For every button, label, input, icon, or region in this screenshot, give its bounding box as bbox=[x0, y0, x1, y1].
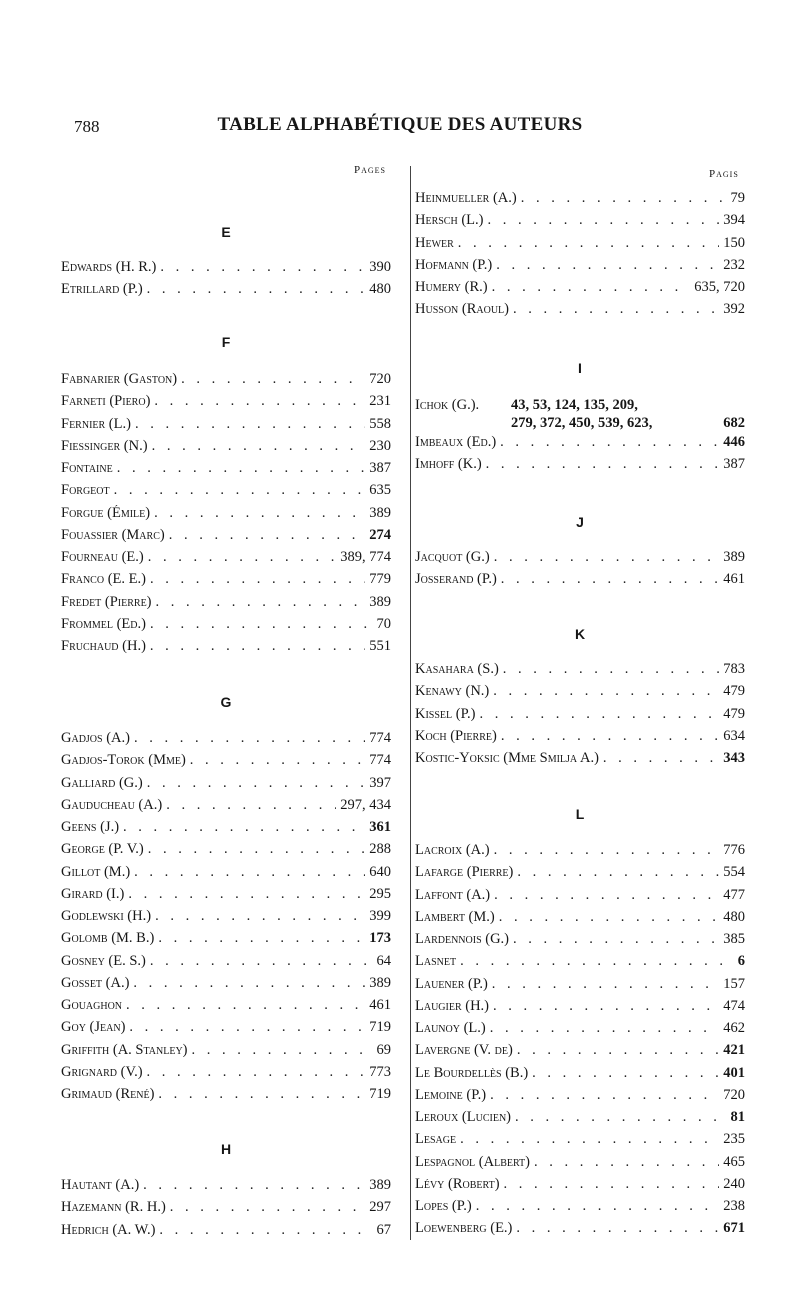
author-name: Heinmueller (A.) bbox=[415, 190, 517, 206]
index-entry-grignard-v bbox=[61, 1064, 391, 1086]
page-refs: 634 bbox=[723, 727, 745, 744]
dot-leader bbox=[150, 953, 373, 970]
dot-leader bbox=[169, 527, 366, 544]
author-name: Gosset (A.) bbox=[61, 974, 130, 991]
index-entry-kostic-yoksic-mme-smilja-a bbox=[415, 750, 745, 772]
page-refs: 235 bbox=[723, 1131, 745, 1148]
page-refs: 480 bbox=[723, 908, 745, 925]
page-refs: 394 bbox=[723, 212, 745, 229]
author-name: Geens (J.) bbox=[61, 819, 120, 835]
author-name: Fruchaud (H.) bbox=[61, 638, 146, 654]
index-entry-frommel-ed bbox=[61, 616, 391, 638]
section-letter-j: J bbox=[576, 514, 584, 530]
index-entry-fabnarier-gaston bbox=[61, 371, 391, 393]
dot-leader bbox=[521, 190, 727, 207]
index-entry-farneti-piero bbox=[61, 393, 391, 415]
dot-leader bbox=[492, 279, 691, 296]
page-refs: 776 bbox=[723, 842, 745, 858]
dot-leader bbox=[490, 1020, 720, 1037]
dot-leader bbox=[517, 864, 719, 881]
author-name: Gadjos (A.) bbox=[61, 730, 130, 746]
index-entry-griffith-a-stanley bbox=[61, 1042, 391, 1064]
dot-leader bbox=[534, 1154, 719, 1171]
author-name: Hewer bbox=[415, 234, 454, 251]
index-entry-loewenberg-e bbox=[415, 1220, 745, 1242]
index-entry-geens-j bbox=[61, 819, 391, 841]
author-name: Forgue (Émile) bbox=[61, 504, 151, 521]
index-entry-lemoine-p bbox=[415, 1087, 745, 1109]
author-name: Hautant (A.) bbox=[61, 1177, 140, 1193]
index-entry-gosset-a bbox=[61, 975, 391, 997]
author-name: Laffont (A.) bbox=[415, 886, 491, 903]
dot-leader bbox=[159, 1222, 372, 1239]
dot-leader bbox=[134, 730, 365, 747]
author-name: Galliard (G.) bbox=[61, 774, 143, 791]
page-title: TABLE ALPHABÉTIQUE DES AUTEURS bbox=[217, 114, 583, 135]
page-refs: 6 bbox=[737, 953, 745, 970]
page-refs: 719 bbox=[369, 1086, 391, 1102]
index-entry-edwards-h-r bbox=[61, 259, 391, 281]
author-name: Etrillard (P.) bbox=[61, 281, 143, 298]
author-name: Griffith (A. Stanley) bbox=[61, 1041, 188, 1058]
page-refs: 461 bbox=[369, 997, 391, 1013]
index-entry-lespagnol-albert bbox=[415, 1154, 745, 1176]
index-entry-lauener-p bbox=[415, 976, 745, 998]
page-refs: 462 bbox=[723, 1020, 745, 1036]
index-entry-george-p-v bbox=[61, 841, 391, 863]
author-name: Gillot (M.) bbox=[61, 863, 131, 880]
index-entry-lesage bbox=[415, 1131, 745, 1153]
dot-leader bbox=[480, 706, 720, 723]
dot-leader bbox=[503, 661, 719, 678]
index-entry-gauducheau-a bbox=[61, 797, 391, 819]
section-letter-h: H bbox=[220, 1141, 232, 1157]
page-refs: 479 bbox=[723, 705, 745, 722]
index-entry-kasahara-s bbox=[415, 661, 745, 683]
page-refs: 230 bbox=[369, 437, 391, 454]
index-entry-levy-robert bbox=[415, 1176, 745, 1198]
page-refs: 288 bbox=[369, 841, 391, 858]
author-name: Girard (I.) bbox=[61, 885, 125, 902]
dot-leader bbox=[494, 887, 719, 904]
page-refs: 480 bbox=[369, 281, 391, 298]
dot-leader bbox=[500, 434, 719, 451]
dot-leader bbox=[150, 616, 373, 633]
page-number: 788 bbox=[74, 117, 100, 136]
page-refs: 343 bbox=[723, 750, 745, 766]
column-divider bbox=[410, 166, 411, 1240]
page-refs: 64 bbox=[376, 952, 391, 969]
dot-leader bbox=[504, 1176, 720, 1193]
pages-column-label-left: Pages bbox=[354, 164, 387, 176]
author-name: Gouaghon bbox=[61, 997, 123, 1013]
dot-leader bbox=[150, 571, 365, 588]
page-refs: 461 bbox=[723, 571, 745, 588]
author-name: Ichok (G.). bbox=[415, 397, 480, 413]
index-entry-lavergne-v-de bbox=[415, 1042, 745, 1064]
index-entry-ichok bbox=[415, 397, 745, 437]
page-refs-line: 43, 53, 124, 135, 209, bbox=[511, 397, 638, 413]
dot-leader bbox=[501, 571, 719, 588]
author-name: Lafarge (Pierre) bbox=[415, 864, 514, 881]
dot-leader bbox=[532, 1065, 719, 1082]
dot-leader bbox=[154, 505, 365, 522]
page-refs: 397 bbox=[369, 774, 391, 791]
dot-leader bbox=[493, 998, 719, 1015]
index-entry-franco-e-e bbox=[61, 571, 391, 593]
dot-leader bbox=[150, 638, 365, 655]
index-entry-fiessinger-n bbox=[61, 438, 391, 460]
page-refs: 389 bbox=[369, 593, 391, 610]
author-name: Lardennois (G.) bbox=[415, 931, 510, 947]
page-refs: 774 bbox=[369, 730, 391, 746]
author-name: Franco (E. E.) bbox=[61, 571, 146, 588]
index-entry-imbeaux-ed bbox=[415, 434, 745, 456]
author-name: Laugier (H.) bbox=[415, 997, 490, 1014]
author-name: Hazemann (R. H.) bbox=[61, 1199, 166, 1216]
page-refs: 232 bbox=[723, 256, 745, 273]
author-name: Le Bourdellès (B.) bbox=[415, 1064, 529, 1081]
dot-leader bbox=[516, 1220, 719, 1237]
author-name: Imbeaux (Ed.) bbox=[415, 434, 497, 450]
page-refs: 389 bbox=[369, 504, 391, 521]
index-entry-kenawy-n bbox=[415, 683, 745, 705]
section-letter-e: E bbox=[221, 224, 231, 240]
page-refs: 558 bbox=[369, 415, 391, 432]
dot-leader bbox=[134, 864, 365, 881]
dot-leader bbox=[170, 1199, 365, 1216]
dot-leader bbox=[143, 1177, 365, 1194]
author-name: Lambert (M.) bbox=[415, 908, 495, 925]
author-name: Jacquot (G.) bbox=[415, 549, 490, 565]
index-entry-etrillard-p bbox=[61, 281, 391, 303]
dot-leader bbox=[114, 482, 366, 499]
dot-leader bbox=[490, 1087, 719, 1104]
index-entry-godlewski-h bbox=[61, 908, 391, 930]
author-name: Lespagnol (Albert) bbox=[415, 1153, 530, 1170]
author-name: Loewenberg (E.) bbox=[415, 1220, 513, 1237]
author-name: Edwards (H. R.) bbox=[61, 259, 157, 275]
index-entry-imhoff-k bbox=[415, 456, 745, 478]
page-refs: 719 bbox=[369, 1019, 391, 1036]
dot-leader bbox=[515, 1109, 727, 1126]
dot-leader bbox=[117, 460, 366, 477]
page-refs: 635 bbox=[369, 482, 391, 499]
index-entry-gosney-e-s bbox=[61, 953, 391, 975]
dot-leader bbox=[513, 931, 719, 948]
page-refs: 231 bbox=[369, 393, 391, 410]
index-entry-lopes-p bbox=[415, 1198, 745, 1220]
author-name: Lavergne (V. de) bbox=[415, 1042, 513, 1059]
index-entry-koch-pierre bbox=[415, 728, 745, 750]
author-name: Kissel (P.) bbox=[415, 705, 476, 722]
author-name: Husson (Raoul) bbox=[415, 301, 509, 318]
author-name: Hofmann (P.) bbox=[415, 256, 493, 273]
index-entry-lardennois-g bbox=[415, 931, 745, 953]
page-refs: 79 bbox=[730, 190, 745, 206]
index-entry-lambert-m bbox=[415, 909, 745, 931]
index-entry-humery-r bbox=[415, 279, 745, 301]
author-name: Grimaud (René) bbox=[61, 1086, 155, 1102]
index-entry-fernier-l bbox=[61, 416, 391, 438]
dot-leader bbox=[166, 797, 336, 814]
page-refs: 554 bbox=[723, 864, 745, 881]
dot-leader bbox=[147, 775, 366, 792]
page-refs: 720 bbox=[723, 1086, 745, 1103]
dot-leader bbox=[148, 549, 337, 566]
index-entry-gillot-m bbox=[61, 864, 391, 886]
dot-leader bbox=[128, 886, 365, 903]
index-entry-josserand-p bbox=[415, 571, 745, 593]
page-refs: 157 bbox=[723, 975, 745, 992]
index-entry-leroux-lucien bbox=[415, 1109, 745, 1131]
author-name: Lesage bbox=[415, 1131, 457, 1148]
author-name: Gadjos-Torok (Mme) bbox=[61, 752, 186, 769]
author-name: Lauener (P.) bbox=[415, 975, 488, 992]
dot-leader bbox=[496, 257, 719, 274]
page-refs: 551 bbox=[369, 638, 391, 654]
page-refs: 70 bbox=[376, 615, 391, 632]
dot-leader bbox=[460, 1131, 719, 1148]
index-entry-golomb-m-b bbox=[61, 930, 391, 952]
dot-leader bbox=[152, 438, 366, 455]
dot-leader bbox=[158, 930, 365, 947]
page-refs: 238 bbox=[723, 1198, 745, 1214]
index-entry-hedrich-a-w bbox=[61, 1222, 391, 1244]
section-letter-g: G bbox=[220, 694, 232, 710]
page-refs: 389 bbox=[369, 1177, 391, 1193]
page-refs-line: 279, 372, 450, 539, 623, bbox=[511, 415, 653, 431]
section-letter-f: F bbox=[221, 334, 231, 350]
dot-leader bbox=[129, 1019, 365, 1036]
dot-leader bbox=[487, 212, 719, 229]
page-refs: 389 bbox=[723, 549, 745, 565]
index-entry-fontaine bbox=[61, 460, 391, 482]
page-refs: 150 bbox=[723, 234, 745, 251]
author-name: Fontaine bbox=[61, 460, 113, 476]
author-name: Kostic-Yoksic (Mme Smilja A.) bbox=[415, 750, 599, 766]
dot-leader bbox=[486, 456, 720, 473]
author-name: Golomb (M. B.) bbox=[61, 930, 155, 947]
index-entry-galliard-g bbox=[61, 775, 391, 797]
dot-leader bbox=[158, 1086, 365, 1103]
author-name: Frommel (Ed.) bbox=[61, 615, 146, 632]
author-name: Gauducheau (A.) bbox=[61, 796, 163, 813]
author-name: Launoy (L.) bbox=[415, 1020, 486, 1036]
page-refs: 773 bbox=[369, 1063, 391, 1080]
index-entry-fouassier-marc bbox=[61, 527, 391, 549]
page-refs: 421 bbox=[723, 1042, 745, 1059]
index-entry-hautant-a bbox=[61, 1177, 391, 1199]
page-refs: 640 bbox=[369, 863, 391, 880]
author-name: Forgeot bbox=[61, 482, 110, 499]
page-refs: 720 bbox=[369, 371, 391, 387]
author-name: Leroux (Lucien) bbox=[415, 1109, 511, 1125]
index-entry-gouaghon bbox=[61, 997, 391, 1019]
author-name: Fabnarier (Gaston) bbox=[61, 371, 178, 387]
index-entry-launoy-l bbox=[415, 1020, 745, 1042]
author-name: Fiessinger (N.) bbox=[61, 437, 148, 454]
index-entry-hewer bbox=[415, 235, 745, 257]
author-name: Hedrich (A. W.) bbox=[61, 1221, 156, 1238]
dot-leader bbox=[517, 1042, 719, 1059]
dot-leader bbox=[458, 235, 719, 252]
dot-leader bbox=[494, 549, 720, 566]
index-entry-lafarge-pierre bbox=[415, 864, 745, 886]
index-entry-forgeot bbox=[61, 482, 391, 504]
page-refs: 361 bbox=[369, 819, 391, 835]
page-refs: 635, 720 bbox=[694, 279, 745, 295]
author-name: Fourneau (E.) bbox=[61, 549, 144, 565]
pages-column-label-right: Pagis bbox=[709, 168, 739, 180]
author-name: Koch (Pierre) bbox=[415, 727, 497, 744]
author-name: George (P. V.) bbox=[61, 841, 144, 858]
page-refs: 240 bbox=[723, 1175, 745, 1192]
index-entry-forgue-emile bbox=[61, 505, 391, 527]
author-name: Goy (Jean) bbox=[61, 1019, 126, 1036]
index-entry-gadjos-torok-mme bbox=[61, 752, 391, 774]
page-refs: 446 bbox=[723, 434, 745, 450]
section-letter-i: I bbox=[578, 360, 582, 376]
author-name: Lévy (Robert) bbox=[415, 1175, 500, 1192]
author-name: Godlewski (H.) bbox=[61, 908, 152, 924]
index-entry-fourneau-e bbox=[61, 549, 391, 571]
dot-leader bbox=[492, 976, 719, 993]
author-name: Fernier (L.) bbox=[61, 415, 131, 432]
index-entry-husson-raoul bbox=[415, 301, 745, 323]
dot-leader bbox=[148, 841, 365, 858]
index-entry-hersch-l bbox=[415, 212, 745, 234]
index-entry-grimaud-rene bbox=[61, 1086, 391, 1108]
page-refs: 81 bbox=[730, 1109, 745, 1125]
page-refs: 295 bbox=[369, 885, 391, 902]
page-refs: 297 bbox=[369, 1199, 391, 1216]
dot-leader bbox=[133, 975, 365, 992]
dot-leader bbox=[476, 1198, 720, 1215]
page-refs: 387 bbox=[723, 456, 745, 473]
dot-leader bbox=[156, 594, 366, 611]
page-refs: 479 bbox=[723, 683, 745, 700]
page-refs: 477 bbox=[723, 886, 745, 903]
index-entry-goy-jean bbox=[61, 1019, 391, 1041]
index-entry-laffont-a bbox=[415, 887, 745, 909]
page-refs: 399 bbox=[369, 908, 391, 924]
author-name: Fouassier (Marc) bbox=[61, 526, 165, 543]
page-refs: 783 bbox=[723, 661, 745, 677]
index-entry-heinmueller-a bbox=[415, 190, 745, 212]
author-name: Humery (R.) bbox=[415, 279, 488, 295]
page-refs: 389, 774 bbox=[340, 549, 391, 565]
page-refs: 173 bbox=[369, 930, 391, 947]
dot-leader bbox=[181, 371, 365, 388]
dot-leader bbox=[603, 750, 719, 767]
index-entry-kissel-p bbox=[415, 706, 745, 728]
page-refs: 67 bbox=[376, 1221, 391, 1238]
dot-leader bbox=[501, 728, 719, 745]
index-entry-jacquot-g bbox=[415, 549, 745, 571]
dot-leader bbox=[135, 416, 365, 433]
page-refs: 274 bbox=[369, 526, 391, 543]
author-name: Lemoine (P.) bbox=[415, 1086, 487, 1103]
dot-leader bbox=[493, 683, 719, 700]
index-entry-fruchaud-h bbox=[61, 638, 391, 660]
dot-leader bbox=[192, 1042, 373, 1059]
author-name: Josserand (P.) bbox=[415, 571, 497, 588]
dot-leader bbox=[123, 819, 365, 836]
page-refs: 390 bbox=[369, 259, 391, 275]
page-refs-final: 682 bbox=[723, 415, 745, 431]
dot-leader bbox=[147, 1064, 366, 1081]
dot-leader bbox=[494, 842, 720, 859]
dot-leader bbox=[460, 953, 734, 970]
section-letter-l: L bbox=[575, 806, 585, 822]
author-name: Lopes (P.) bbox=[415, 1198, 472, 1214]
dot-leader bbox=[499, 909, 720, 926]
dot-leader bbox=[155, 908, 365, 925]
author-name: Kenawy (N.) bbox=[415, 683, 490, 700]
section-letter-k: K bbox=[574, 626, 586, 642]
dot-leader bbox=[126, 997, 365, 1014]
index-entry-lacroix-a bbox=[415, 842, 745, 864]
author-name: Kasahara (S.) bbox=[415, 661, 499, 677]
index-entry-hazemann-r-h bbox=[61, 1199, 391, 1221]
index-entry-fredet-pierre bbox=[61, 594, 391, 616]
page-refs: 387 bbox=[369, 460, 391, 476]
dot-leader bbox=[190, 752, 365, 769]
page-refs: 69 bbox=[376, 1041, 391, 1058]
author-name: Hersch (L.) bbox=[415, 212, 484, 229]
page-refs: 392 bbox=[723, 301, 745, 318]
dot-leader bbox=[154, 393, 365, 410]
page-refs: 774 bbox=[369, 752, 391, 769]
page-refs: 389 bbox=[369, 974, 391, 991]
page-refs: 401 bbox=[723, 1064, 745, 1081]
index-entry-laugier-h bbox=[415, 998, 745, 1020]
author-name: Lasnet bbox=[415, 953, 457, 970]
page-refs: 474 bbox=[723, 997, 745, 1014]
page-refs: 385 bbox=[723, 931, 745, 947]
index-entry-hofmann-p bbox=[415, 257, 745, 279]
page-refs: 465 bbox=[723, 1153, 745, 1170]
index-entry-girard-i bbox=[61, 886, 391, 908]
author-name: Grignard (V.) bbox=[61, 1063, 143, 1080]
index-entry-gadjos-a bbox=[61, 730, 391, 752]
author-name: Farneti (Piero) bbox=[61, 393, 151, 410]
dot-leader bbox=[513, 301, 719, 318]
index-entry-le-bourdelles-b bbox=[415, 1065, 745, 1087]
page-refs: 779 bbox=[369, 571, 391, 588]
index-entry-lasnet bbox=[415, 953, 745, 975]
dot-leader bbox=[147, 281, 366, 298]
dot-leader bbox=[160, 259, 365, 276]
page-refs: 671 bbox=[723, 1220, 745, 1237]
author-name: Gosney (E. S.) bbox=[61, 952, 146, 969]
author-name: Fredet (Pierre) bbox=[61, 593, 152, 610]
page-refs: 297, 434 bbox=[340, 796, 391, 813]
author-name: Lacroix (A.) bbox=[415, 842, 490, 858]
author-name: Imhoff (K.) bbox=[415, 456, 482, 473]
